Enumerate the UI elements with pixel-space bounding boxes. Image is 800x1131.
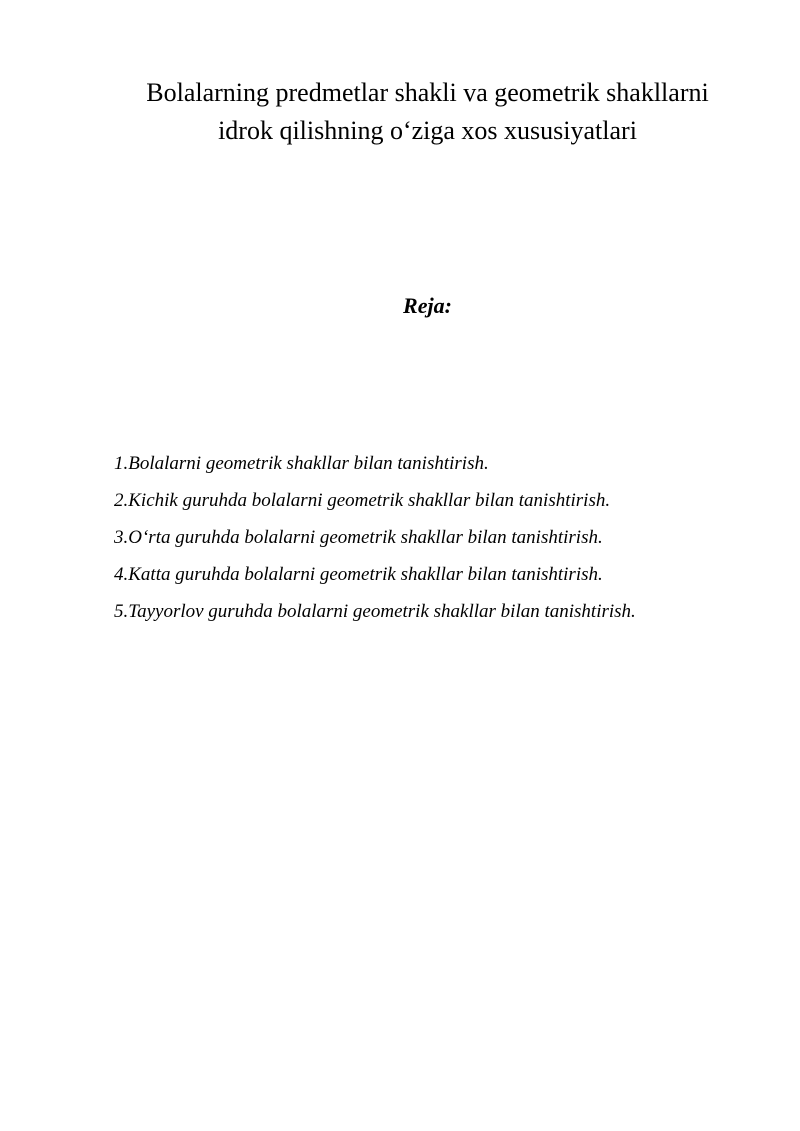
plan-list: [114, 450, 636, 635]
plan-item: 3.O‘rta guruhda bolalarni geometrik shakllar bilan tanishtirish.: [114, 527, 603, 548]
title-line-2: idrok qilishning o‘ziga xos xususiyatlari: [218, 116, 637, 145]
plan-heading: Reja:: [403, 293, 452, 318]
document-title: [80, 74, 775, 150]
plan-item: 5.Tayyorlov guruhda bolalarni geometrik shakllar bilan tanishtirish.: [114, 601, 636, 622]
title-line-1: Bolalarning predmetlar shakli va geometrik shakllarni: [146, 78, 709, 107]
plan-item: 1.Bolalarni geometrik shakllar bilan tanishtirish.: [114, 453, 489, 474]
plan-item: 2.Kichik guruhda bolalarni geometrik shakllar bilan tanishtirish.: [114, 490, 611, 511]
plan-item: 4.Katta guruhda bolalarni geometrik shakllar bilan tanishtirish.: [114, 564, 603, 585]
